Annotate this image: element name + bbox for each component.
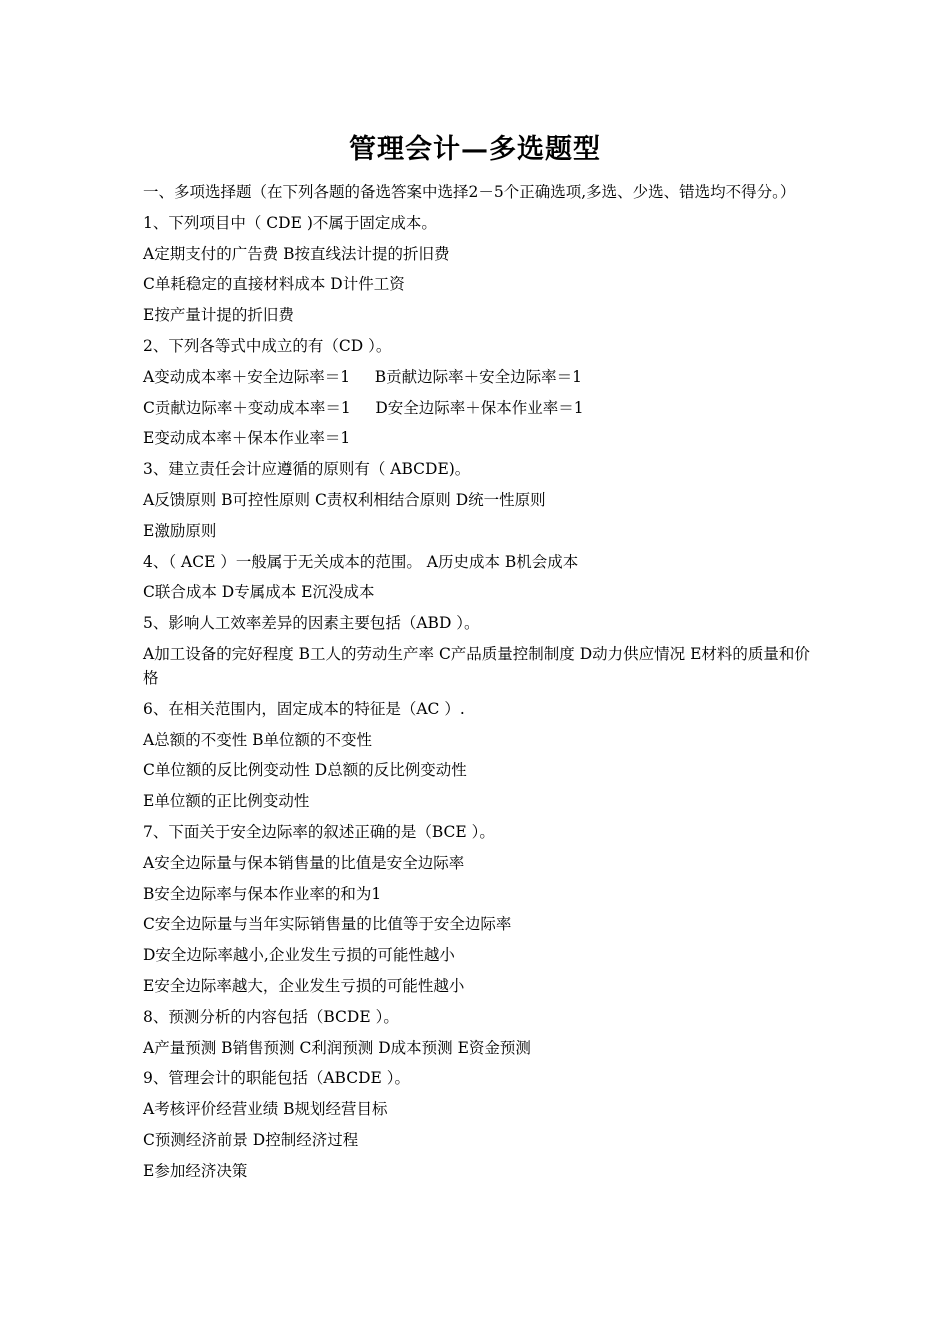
question-1-options-ab: A定期支付的广告费 B按直线法计提的折旧费 [143, 244, 450, 263]
question-3: 3、建立责任会计应遵循的原则有（ ABCDE)。 [143, 460, 471, 479]
question-7-option-d: D安全边际率越小,企业发生亏损的可能性越小 [143, 946, 455, 965]
question-1-option-e: E按产量计提的折旧费 [143, 306, 294, 325]
question-2-option-e: E变动成本率＋保本作业率＝1 [143, 429, 351, 448]
question-4: 4、（ ACE ）一般属于无关成本的范围。 A历史成本 B机会成本 [143, 552, 579, 571]
question-7: 7、下面关于安全边际率的叙述正确的是（BCE ）。 [143, 822, 495, 841]
question-6-options-cd: C单位额的反比例变动性 D总额的反比例变动性 [143, 761, 467, 780]
question-3-options-abcd: A反馈原则 B可控性原则 C责权利相结合原则 D统一性原则 [143, 490, 546, 509]
question-7-option-a: A安全边际量与保本销售量的比值是安全边际率 [143, 853, 465, 872]
question-6-option-e: E单位额的正比例变动性 [143, 792, 310, 811]
question-2: 2、下列各等式中成立的有（CD ）。 [143, 336, 392, 355]
document-body [143, 180, 813, 1190]
question-9-options-ab: A考核评价经营业绩 B规划经营目标 [143, 1100, 388, 1119]
question-7-option-e: E安全边际率越大，企业发生亏损的可能性越小 [143, 976, 465, 995]
question-1: 1、下列项目中（ CDE )不属于固定成本。 [143, 213, 437, 232]
section-heading: 一、多项选择题（在下列各题的备选答案中选择2－5个正确选项,多选、少选、错选均不得分。） [143, 183, 796, 201]
question-6: 6、在相关范围内，固定成本的特征是（AC ）. [143, 699, 465, 718]
question-5: 5、影响人工效率差异的因素主要包括（ABD ）。 [143, 614, 480, 633]
question-9-options-cd: C预测经济前景 D控制经济过程 [143, 1130, 359, 1149]
question-2-options-ab: A变动成本率＋安全边际率＝1 B贡献边际率＋安全边际率＝1 [143, 367, 582, 386]
question-7-option-c: C安全边际量与当年实际销售量的比值等于安全边际率 [143, 915, 512, 934]
document-title: 管理会计—多选题型 [349, 134, 601, 165]
question-8-options: A产量预测 B销售预测 C利润预测 D成本预测 E资金预测 [143, 1038, 531, 1057]
question-6-options-ab: A总额的不变性 B单位额的不变性 [143, 730, 373, 749]
question-9-option-e: E参加经济决策 [143, 1161, 248, 1180]
question-8: 8、预测分析的内容包括（BCDE ）。 [143, 1007, 399, 1026]
question-4-options-cde: C联合成本 D专属成本 E沉没成本 [143, 583, 375, 602]
question-5-options: A加工设备的完好程度 B工人的劳动生产率 C产品质量控制制度 D动力供应情况 E材料的质量和价格 [143, 644, 810, 687]
question-9: 9、管理会计的职能包括（ABCDE ）。 [143, 1069, 411, 1088]
question-3-option-e: E激励原则 [143, 521, 217, 540]
question-1-options-cd: C单耗稳定的直接材料成本 D计件工资 [143, 275, 405, 294]
question-7-option-b: B安全边际率与保本作业率的和为1 [143, 884, 382, 903]
question-2-options-cd: C贡献边际率＋变动成本率＝1 D安全边际率＋保本作业率＝1 [143, 398, 584, 417]
